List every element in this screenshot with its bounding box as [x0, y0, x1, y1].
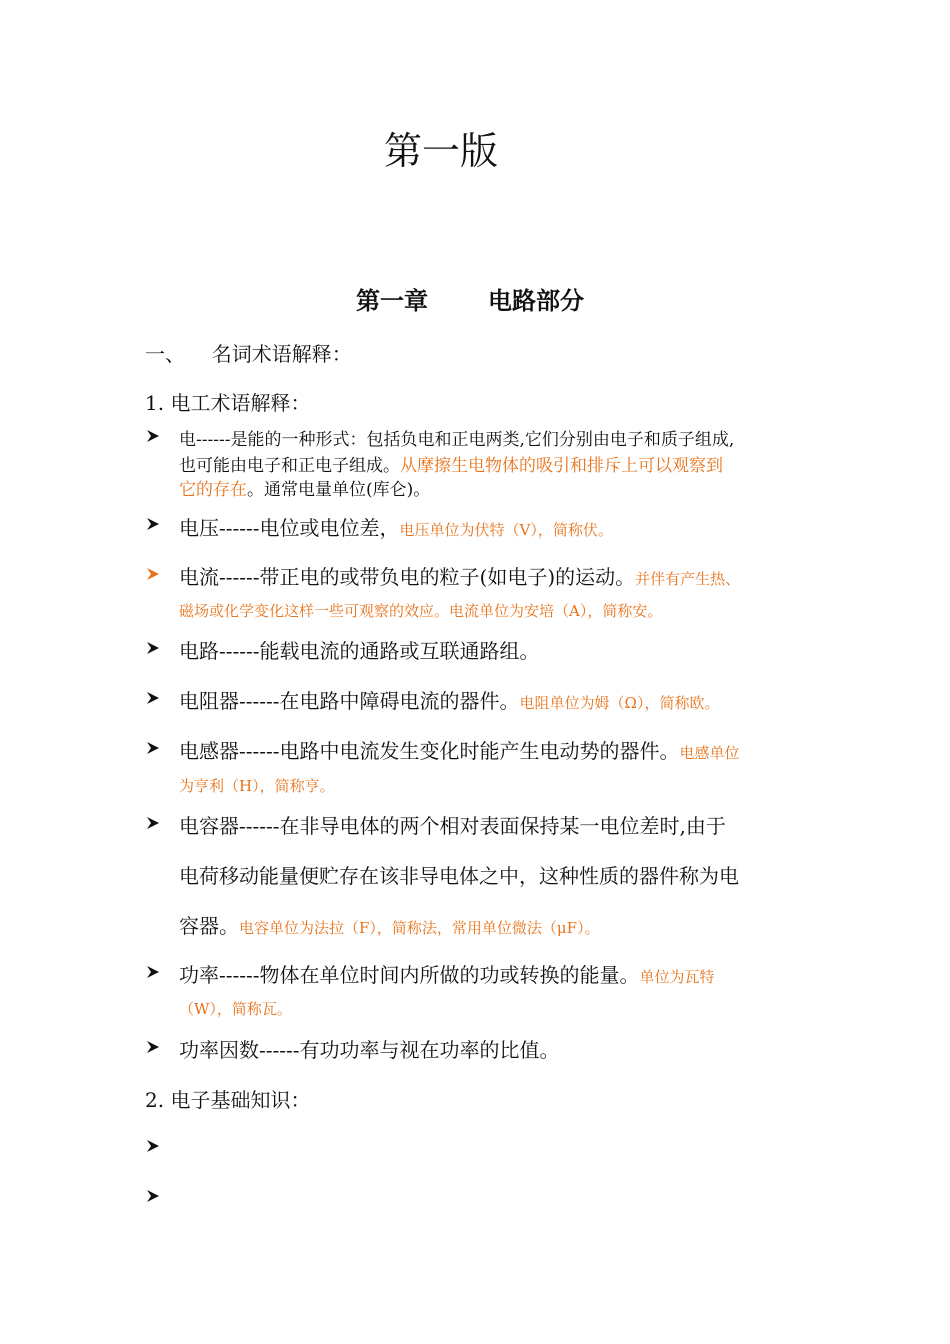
section-heading [145, 338, 352, 367]
bullet-arrow-icon [145, 1039, 161, 1055]
term-power-line2: （W），简称瓦。 [179, 1000, 292, 1018]
term-capacitor-line1: 电容器------在非导电体的两个相对表面保持某一电位差时,由于 [179, 814, 726, 838]
term-capacitor-line3 [179, 910, 600, 939]
term-voltage-note: 电压单位为伏特（V），简称伏。 [399, 521, 613, 539]
subsection-label: 电子基础知识： [170, 1088, 311, 1112]
term-inductor-note: 电感单位 [679, 744, 740, 762]
term-voltage [179, 512, 613, 541]
chapter-number: 第一章 [356, 287, 428, 315]
term-inductor-text: 电感器------电路中电流发生变化时能产生电动势的器件。 [179, 739, 680, 763]
section-label: 名词术语解释： [211, 342, 352, 366]
bullet-arrow-icon [145, 1138, 161, 1154]
term-power-text: 功率------物体在单位时间内所做的功或转换的能量。 [179, 963, 640, 987]
term-electricity-text: 也可能由电子和正电子组成。 [179, 456, 400, 476]
term-voltage-text: 电压------电位或电位差， [179, 516, 400, 540]
term-capacitor-note: 电容单位为法拉（F），简称法，常用单位微法（μF）。 [239, 919, 600, 937]
bullet-arrow-icon [145, 566, 161, 582]
term-inductor-line1 [179, 735, 740, 764]
bullet-arrow-icon [145, 516, 161, 532]
term-capacitor-text: 容器。 [179, 914, 239, 938]
term-electricity-unit: 。通常电量单位(库仑)。 [247, 480, 431, 500]
bullet-arrow-icon [145, 815, 161, 831]
bullet-arrow-icon [145, 428, 161, 444]
bullet-arrow-icon [145, 1188, 161, 1204]
term-current-line2: 磁场或化学变化这样一些可观察的效应。电流单位为安培（A），简称安。 [179, 602, 663, 620]
term-inductor-line2: 为亨利（H），简称亨。 [179, 777, 335, 795]
document-title: 第一版 [384, 129, 499, 173]
subsection-marker: 1. [145, 391, 165, 415]
term-current-line1 [179, 561, 740, 590]
subsection-heading-2 [145, 1084, 310, 1113]
subsection-marker: 2. [145, 1088, 165, 1112]
term-electricity-line2 [179, 451, 723, 476]
term-circuit: 电路------能载电流的通路或互联通路组。 [179, 639, 540, 663]
bullet-arrow-icon [145, 740, 161, 756]
term-resistor-text: 电阻器------在电路中障碍电流的器件。 [179, 689, 520, 713]
term-electricity-note: 从摩擦生电物体的吸引和排斥上可以观察到 [400, 456, 723, 476]
bullet-arrow-icon [145, 640, 161, 656]
term-power-factor: 功率因数------有功功率与视在功率的比值。 [179, 1038, 560, 1062]
term-resistor [179, 685, 720, 714]
chapter-name: 电路部分 [488, 287, 584, 315]
chapter-heading [356, 285, 584, 317]
section-marker: 一、 [145, 342, 185, 366]
bullet-arrow-icon [145, 690, 161, 706]
term-resistor-note: 电阻单位为姆（Ω），简称欧。 [519, 694, 720, 712]
term-current-text: 电流------带正电的或带负电的粒子(如电子)的运动。 [179, 565, 636, 589]
term-current-note: 并伴有产生热、 [635, 570, 741, 588]
term-electricity-line1: 电------是能的一种形式：包括负电和正电两类,它们分别由电子和质子组成, [179, 430, 735, 450]
term-capacitor-line2: 电荷移动能量便贮存在该非导电体之中，这种性质的器件称为电 [179, 864, 739, 888]
term-electricity-line3 [179, 475, 430, 500]
term-power-note: 单位为瓦特 [639, 968, 715, 986]
term-power-line1 [179, 959, 715, 988]
subsection-heading-1 [145, 387, 310, 416]
bullet-arrow-icon [145, 964, 161, 980]
term-electricity-note-cont: 它的存在 [179, 480, 247, 500]
subsection-label: 电工术语解释： [170, 391, 311, 415]
